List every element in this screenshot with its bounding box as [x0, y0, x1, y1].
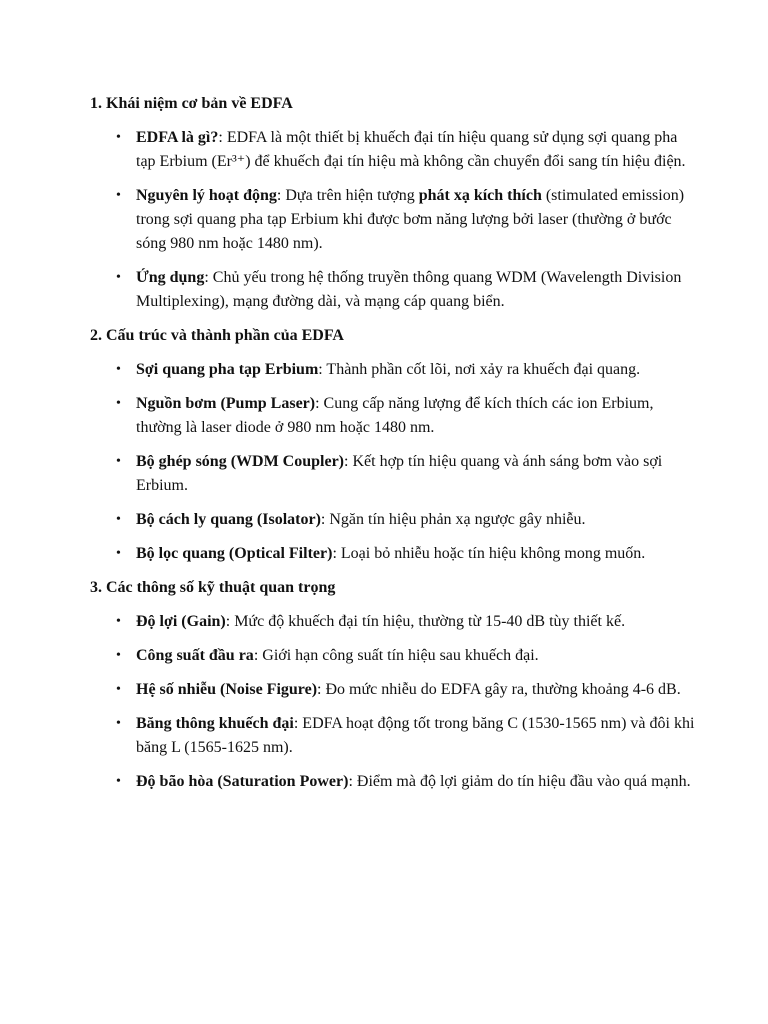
- section-3: [90, 576, 698, 794]
- item-emphasis: phát xạ kích thích: [418, 187, 542, 204]
- list-item: [116, 712, 698, 760]
- item-description: : EDFA hoạt động tốt trong băng C (1530-1565 nm) và đôi khi băng L (1565-1625 nm).: [136, 715, 695, 756]
- item-title: Ứng dụng: [136, 269, 205, 286]
- section-heading: 2. Cấu trúc và thành phần của EDFA: [90, 327, 344, 344]
- section-heading: 3. Các thông số kỹ thuật quan trọng: [90, 579, 336, 596]
- bullet-icon: •: [116, 774, 121, 789]
- section-heading: 1. Khái niệm cơ bản về EDFA: [90, 95, 293, 112]
- item-title: Nguyên lý hoạt động: [136, 187, 277, 204]
- item-title: Hệ số nhiễu (Noise Figure): [136, 681, 318, 698]
- list-item: [116, 184, 698, 256]
- item-description: : Cung cấp năng lượng để kích thích các ion Erbium, thường là laser diode ở 980 nm hoặc 1480 nm.: [136, 395, 654, 436]
- bullet-icon: •: [116, 648, 121, 663]
- list-item: [116, 392, 698, 440]
- item-title: Bộ cách ly quang (Isolator): [136, 511, 321, 528]
- bullet-list: [90, 358, 698, 566]
- bullet-icon: •: [116, 396, 121, 411]
- list-item: [116, 678, 698, 702]
- list-item: [116, 644, 698, 668]
- bullet-icon: •: [116, 512, 121, 527]
- item-title: Độ bão hòa (Saturation Power): [136, 773, 349, 790]
- bullet-icon: •: [116, 454, 121, 469]
- item-description: (stimulated emission) trong sợi quang pha tạp Erbium khi được bơm năng lượng bởi laser (thường ở bước sóng 980 nm hoặc 1480 nm).: [136, 187, 685, 252]
- list-item: [116, 508, 698, 532]
- item-title: EDFA là gì?: [136, 129, 219, 146]
- item-description: : Đo mức nhiễu do EDFA gây ra, thường khoảng 4-6 dB.: [317, 681, 681, 698]
- item-description: : Điểm mà độ lợi giảm do tín hiệu đầu vào quá mạnh.: [348, 773, 691, 790]
- bullet-icon: •: [116, 614, 121, 629]
- section-2: [90, 324, 698, 566]
- item-description: : Chủ yếu trong hệ thống truyền thông quang WDM (Wavelength Division Multiplexing), mạng đường dài, và mạng cáp quang biển.: [136, 269, 682, 310]
- item-description: : EDFA là một thiết bị khuếch đại tín hiệu quang sử dụng sợi quang pha tạp Erbium (Er³⁺) để khuếch đại tín hiệu mà không cần chuyển đổi sang tín hiệu điện.: [136, 129, 686, 170]
- item-title: Bộ lọc quang (Optical Filter): [136, 545, 333, 562]
- list-item: [116, 770, 698, 794]
- item-description: : Thành phần cốt lõi, nơi xảy ra khuếch đại quang.: [318, 361, 641, 378]
- bullet-icon: •: [116, 188, 121, 203]
- item-description: : Kết hợp tín hiệu quang và ánh sáng bơm vào sợi Erbium.: [136, 453, 663, 494]
- item-description: : Dựa trên hiện tượng: [276, 187, 419, 204]
- document-body: [90, 92, 698, 794]
- item-title: Bộ ghép sóng (WDM Coupler): [136, 453, 345, 470]
- list-item: [116, 610, 698, 634]
- section-1: [90, 92, 698, 314]
- bullet-icon: •: [116, 546, 121, 561]
- item-title: Sợi quang pha tạp Erbium: [136, 361, 319, 378]
- bullet-icon: •: [116, 130, 121, 145]
- list-item: [116, 450, 698, 498]
- list-item: [116, 126, 698, 174]
- bullet-icon: •: [116, 682, 121, 697]
- item-description: : Ngăn tín hiệu phản xạ ngược gây nhiễu.: [320, 511, 586, 528]
- item-title: Độ lợi (Gain): [136, 613, 226, 630]
- item-title: Nguồn bơm (Pump Laser): [136, 395, 316, 412]
- bullet-icon: •: [116, 270, 121, 285]
- list-item: [116, 358, 698, 382]
- item-title: Công suất đầu ra: [136, 647, 254, 664]
- item-description: : Loại bỏ nhiễu hoặc tín hiệu không mong muốn.: [332, 545, 646, 562]
- bullet-list: [90, 126, 698, 314]
- bullet-list: [90, 610, 698, 794]
- list-item: [116, 266, 698, 314]
- list-item: [116, 542, 698, 566]
- item-description: : Giới hạn công suất tín hiệu sau khuếch đại.: [253, 647, 539, 664]
- item-description: : Mức độ khuếch đại tín hiệu, thường từ 15-40 dB tùy thiết kế.: [225, 613, 626, 630]
- bullet-icon: •: [116, 716, 121, 731]
- item-title: Băng thông khuếch đại: [136, 715, 294, 732]
- bullet-icon: •: [116, 362, 121, 377]
